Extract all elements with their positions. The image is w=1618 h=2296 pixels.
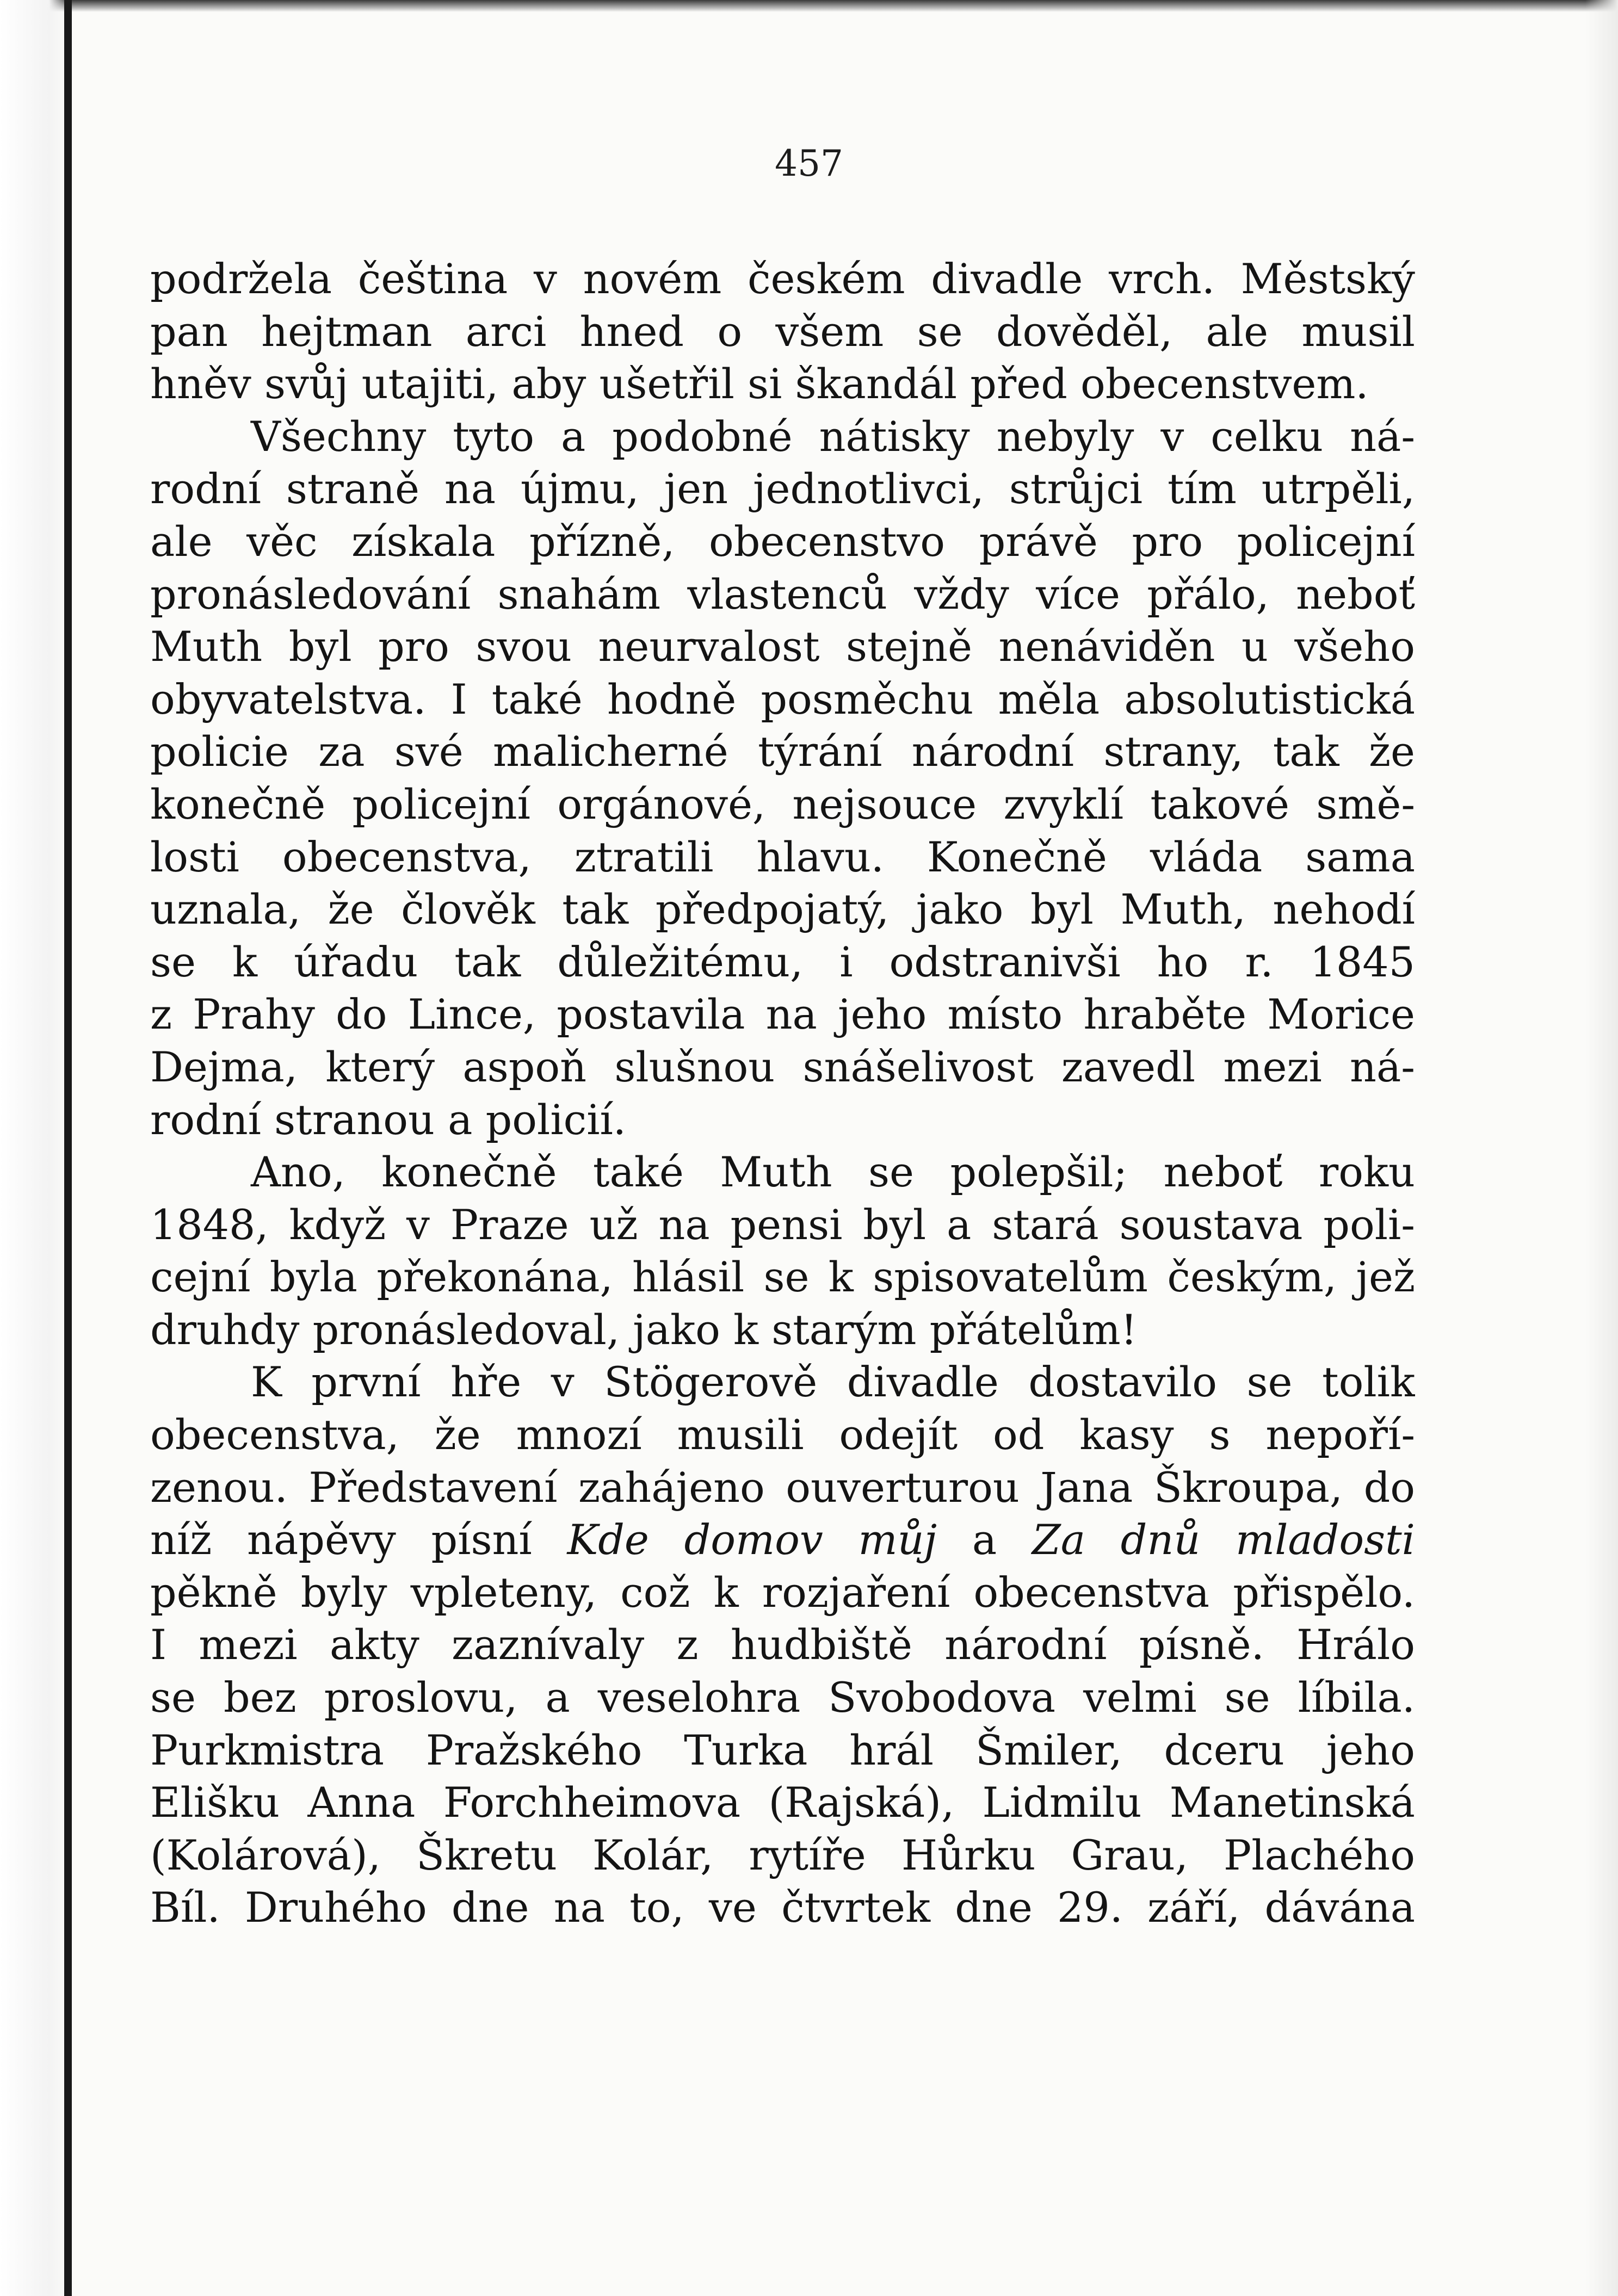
text-line: cejní byla překonána, hlásil se k spisovatelům českým, jež xyxy=(150,1253,1415,1302)
scan-left-margin xyxy=(0,0,70,2296)
body-text xyxy=(150,253,1415,1934)
text-line: Bíl. Druhého dne na to, ve čtvrtek dne 29. září, dávána xyxy=(150,1883,1415,1932)
text-line: (Kolárová), Škretu Kolár, rytíře Hůrku Grau, Plachého xyxy=(150,1830,1415,1879)
text-line: zenou. Představení zahájeno ouverturou Jana Škroupa, do xyxy=(150,1463,1415,1512)
text-line: pěkně byly vpleteny, což k rozjaření obecenstva přispělo. xyxy=(150,1568,1415,1617)
paragraph-first-line: Všechny tyto a podobné nátisky nebyly v celku ná- xyxy=(251,412,1415,461)
text-line: Dejma, který aspoň slušnou snášelivost zavedl mezi ná- xyxy=(150,1042,1415,1091)
song-title: Za dnů mladosti xyxy=(1032,1515,1415,1564)
text-line: hněv svůj utajiti, aby ušetřil si škandál před obecenstvem. xyxy=(150,360,1369,409)
text-line: pronásledování snahám vlastenců vždy více přálo, neboť xyxy=(150,570,1415,618)
text-line: obecenstva, že mnozí musili odejít od kasy s nepoří- xyxy=(150,1410,1415,1459)
text-line: pan hejtman arci hned o všem se dověděl, ale musil xyxy=(150,307,1415,356)
text-line: uznala, že člověk tak předpojatý, jako byl Muth, nehodí xyxy=(150,885,1415,934)
text-line: I mezi akty zaznívaly z hudbiště národní písně. Hrálo xyxy=(150,1620,1415,1669)
text-line: se k úřadu tak důležitému, i odstranivši ho r. 1845 xyxy=(150,937,1415,986)
text-line: rodní stranou a policií. xyxy=(150,1095,626,1144)
text-line: Purkmistra Pražského Turka hrál Šmiler, dceru jeho xyxy=(150,1725,1415,1774)
text-line: se bez proslovu, a veselohra Svobodova velmi se líbila. xyxy=(150,1673,1415,1722)
text-line: obyvatelstva. I také hodně posměchu měla absolutistická xyxy=(150,674,1415,723)
scan-left-edge-line xyxy=(64,0,72,2296)
text-line: Elišku Anna Forchheimova (Rajská), Lidmilu Manetinská xyxy=(150,1778,1415,1827)
text-line: rodní straně na újmu, jen jednotlivci, strůjci tím utrpěli, xyxy=(150,465,1415,513)
text-segment: níž nápěvy písní xyxy=(150,1515,532,1564)
paragraph-first-line: Ano, konečně také Muth se polepšil; neboť roku xyxy=(251,1148,1415,1197)
text-line: losti obecenstva, ztratili hlavu. Konečně vláda sama xyxy=(150,832,1415,881)
paragraph-first-line: K první hře v Stögerově divadle dostavilo se tolik xyxy=(251,1358,1415,1407)
text-line: 1848, když v Praze už na pensi byl a stará soustava poli- xyxy=(150,1200,1415,1249)
text-line: z Prahy do Lince, postavila na jeho místo hraběte Morice xyxy=(150,990,1415,1039)
text-line: druhdy pronásledoval, jako k starým přátelům! xyxy=(150,1305,1138,1354)
text-line: Muth byl pro svou neurvalost stejně nenáviděn u všeho xyxy=(150,622,1415,671)
text-line: podržela čeština v novém českém divadle vrch. Městský xyxy=(150,255,1415,303)
song-title: Kde domov můj xyxy=(567,1515,937,1564)
text-line: ale věc získala přízně, obecenstvo právě pro policejní xyxy=(150,517,1415,566)
text-line-with-song-titles xyxy=(150,1514,1415,1567)
text-line: konečně policejní orgánové, nejsouce zvyklí takové smě- xyxy=(150,779,1415,828)
scan-top-edge xyxy=(0,0,1618,12)
text-segment: a xyxy=(972,1515,997,1564)
page-number: 457 xyxy=(775,143,843,184)
text-line: policie za své malicherné týrání národní strany, tak že xyxy=(150,727,1415,776)
scan-right-edge xyxy=(1585,0,1618,2296)
